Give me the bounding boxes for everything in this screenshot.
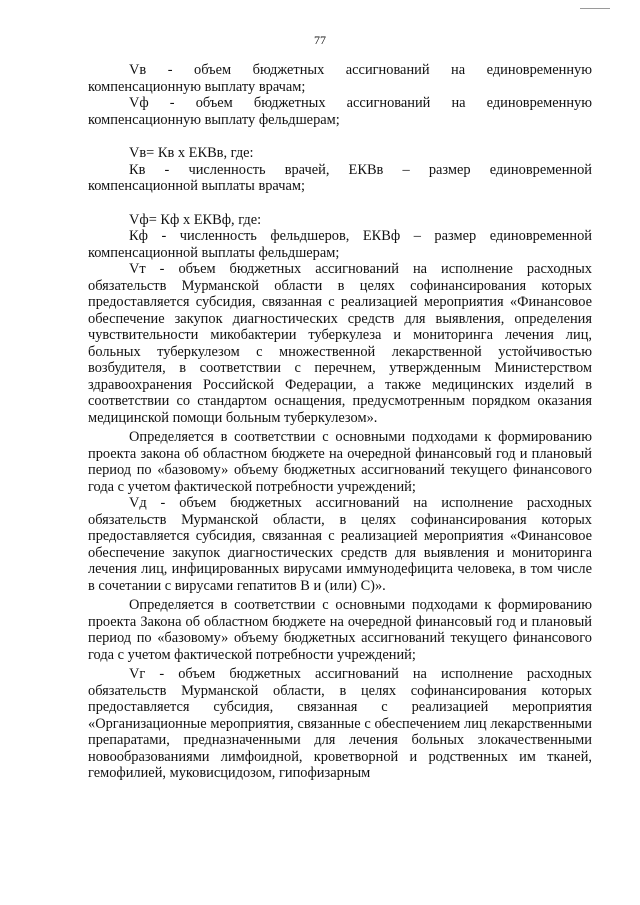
document-body (88, 62, 592, 782)
paragraph-vf-definition: Vф - объем бюджетных ассигнований на единовременную компенсационную выплату фельдшерам; (88, 95, 592, 128)
blank-line (88, 128, 592, 145)
paragraph-vt-method: Определяется в соответствии с основными подходами к формированию проекта закона об областном бюджете на очередной финансовый год и плановый период по «базовому» объему бюджетных ассигнований текущего финансового года с учетом фактической потребности учреждений; (88, 429, 592, 495)
blank-line (88, 195, 592, 212)
paragraph-vd-method: Определяется в соответствии с основными подходами к формированию проекта Закона об областном бюджете на очередной финансовый год и плановый период по «базовому» объему бюджетных ассигнований текущего финансового года с учетом фактической потребности учреждений; (88, 597, 592, 663)
top-edge-mark (580, 8, 610, 9)
paragraph-vv-definition: Vв - объем бюджетных ассигнований на единовременную компенсационную выплату врачам; (88, 62, 592, 95)
paragraph-vg-definition: Vг - объем бюджетных ассигнований на исполнение расходных обязательств Мурманской области, в целях софинансирования которых предоставляется субсидия, связанная с реализацией мероприятия «Организационные мероприятия, связанные с обеспечением лиц лекарственными препаратами, предназначенными для лечения больных злокачественными новообразованиями лимфоидной, кроветворной и родственных им тканей, гемофилией, муковисцидозом, гипофизарным (88, 666, 592, 781)
paragraph-vd-definition: Vд - объем бюджетных ассигнований на исполнение расходных обязательств Мурманской области, в целях софинансирования которых предоставляется субсидия, связанная с реализацией мероприятия «Финансовое обеспечение закупок диагностических средств для выявления и мониторинга лечения лиц, инфицированных вирусами иммунодефицита человека, в том числе в сочетании с вирусами гепатитов В и (или) С)». (88, 495, 592, 594)
page-number: 77 (314, 33, 326, 47)
formula-vf: Vф= Кф х ЕКВф, где: (129, 211, 262, 228)
paragraph-kv-definition: Кв - численность врачей, ЕКВв – размер единовременной компенсационной выплаты врачам; (88, 161, 592, 194)
formula-vv: Vв= Кв х ЕКВв, где: (129, 145, 254, 161)
paragraph-kf-definition: Кф - численность фельдшеров, ЕКВф – размер единовременной компенсационной выплаты фельдшерам; (88, 228, 592, 261)
paragraph-vt-definition: Vт - объем бюджетных ассигнований на исполнение расходных обязательств Мурманской области в целях софинансирования которых предоставляется субсидия, связанная с реализацией мероприятия «Финансовое обеспечение закупок диагностических средств для выявления, определения чувствительности микобактерии туберкулеза и мониторинга лечения лиц, больных туберкулезом с множественной лекарственной устойчивостью возбудителя, в соответствии с перечнем, утвержденным Министерством здравоохранения Российской Федерации, а также медицинских изделий в соответствии со стандартом оснащения, предусмотренным порядком оказания медицинской помощи больным туберкулезом». (88, 261, 592, 426)
